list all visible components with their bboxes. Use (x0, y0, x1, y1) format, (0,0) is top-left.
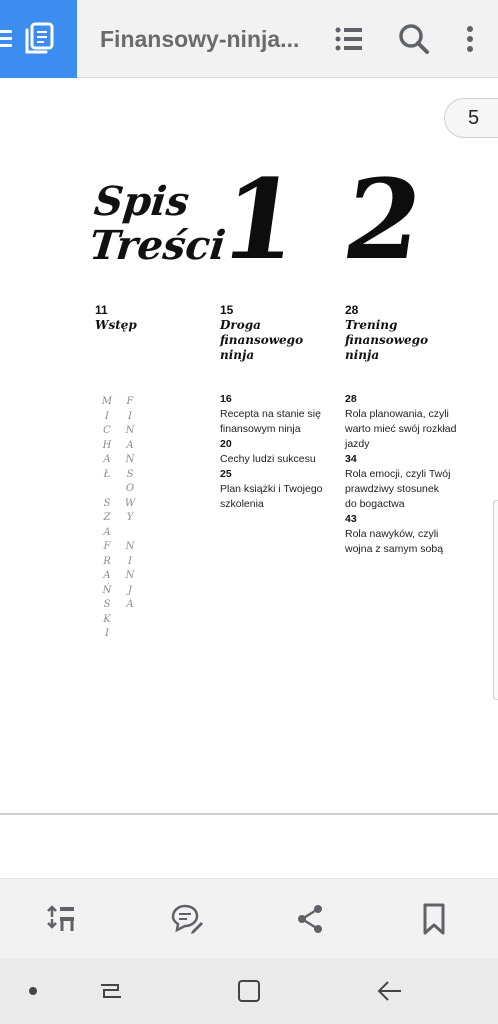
vertical-book-title (124, 395, 136, 613)
vertical-letter: J (127, 584, 132, 596)
entry-text: wojna z samym sobą (345, 543, 444, 555)
vertical-letter: N (125, 570, 135, 581)
drawer-menu-icon[interactable] (0, 30, 12, 51)
entry-text: prawdziwy stosunek (345, 483, 439, 495)
toc-heading: Spis Treści (87, 178, 228, 269)
share-icon[interactable] (292, 901, 328, 937)
entry-text: warto mieć swój rozkład (345, 423, 457, 435)
entry-text: jazdy (345, 438, 370, 450)
entry-text: szkolenia (220, 498, 264, 510)
entry-text: Rola nawyków, czyli (345, 528, 439, 540)
bookmark-icon[interactable] (416, 901, 452, 937)
section-page-number: 28 (345, 303, 359, 317)
entry-text: Cechy ludzi sukcesu (220, 453, 316, 465)
page-number-badge[interactable]: 5 (444, 98, 498, 138)
app-bar (0, 0, 498, 78)
back-icon[interactable] (374, 976, 404, 1006)
system-navigation-bar (0, 958, 498, 1024)
entry-page: 43 (345, 513, 357, 525)
toc-entries-part-two (345, 392, 456, 557)
vertical-letter: Ń (102, 584, 112, 596)
vertical-letter: Z (103, 512, 111, 523)
vertical-letter: A (103, 454, 111, 465)
vertical-letter: K (103, 613, 111, 625)
vertical-letter (124, 526, 136, 541)
vertical-letter: N (125, 425, 135, 436)
entry-text: Plan książki i Twojego (220, 483, 323, 495)
vertical-letter: I (128, 555, 132, 567)
section-page-number: 11 (95, 303, 108, 317)
section-title: Wstęp (95, 318, 137, 332)
vertical-letter: A (126, 439, 134, 451)
entry-text: Rola emocji, czyli Twój (345, 468, 451, 480)
part-two-number: 2 (336, 155, 431, 284)
list-icon[interactable] (332, 22, 366, 56)
entry-page: 20 (220, 438, 232, 450)
vertical-letter: N (125, 541, 135, 552)
bottom-action-bar (0, 878, 498, 958)
vertical-letter: S (103, 599, 111, 610)
section-title: Trening finansowego ninja (345, 318, 429, 362)
vertical-letter: A (103, 570, 111, 581)
vertical-letter: W (124, 497, 136, 509)
document-title: Finansowy-ninja... (100, 26, 300, 52)
vertical-letter: F (126, 396, 134, 407)
fast-scroll-handle[interactable] (493, 500, 498, 700)
entry-page: 25 (220, 468, 232, 480)
vertical-letter: Ł (103, 468, 111, 480)
vertical-letter: O (125, 483, 135, 494)
vertical-letter: S (103, 497, 111, 509)
recent-apps-icon[interactable] (96, 976, 126, 1006)
more-vert-icon[interactable] (453, 22, 487, 56)
entry-text: do bogactwa (345, 498, 405, 510)
vertical-letter: I (105, 628, 109, 639)
entry-text: Rola planowania, czyli (345, 408, 449, 420)
vertical-letter: C (103, 425, 111, 436)
entry-text: finansowym ninja (220, 423, 301, 435)
vertical-letter: M (101, 396, 113, 407)
part-one-number: 1 (213, 155, 308, 284)
reflow-icon[interactable] (44, 901, 80, 937)
vertical-letter: F (103, 541, 111, 552)
vertical-letter: A (103, 526, 111, 538)
home-icon[interactable] (234, 976, 264, 1006)
document-page[interactable] (0, 80, 498, 815)
dot-icon[interactable] (18, 976, 48, 1006)
search-icon[interactable] (397, 22, 431, 56)
vertical-letter: Y (126, 512, 134, 523)
entry-page: 16 (220, 393, 232, 405)
vertical-author-name (101, 395, 113, 642)
toc-entries-part-one (220, 392, 323, 512)
section-page-number: 15 (220, 303, 234, 317)
vertical-letter: A (126, 599, 134, 610)
vertical-letter: N (125, 454, 135, 465)
section-title: Droga finansowego ninja (220, 318, 304, 362)
vertical-letter: I (105, 410, 109, 422)
vertical-letter (101, 482, 113, 497)
document-icon (24, 22, 56, 56)
document-button[interactable] (0, 0, 77, 78)
comment-icon[interactable] (168, 901, 204, 937)
entry-page: 28 (345, 393, 357, 405)
vertical-letter: S (126, 468, 134, 480)
vertical-letter: I (128, 410, 132, 422)
entry-page: 34 (345, 453, 357, 465)
vertical-letter: H (102, 439, 112, 451)
entry-text: Recepta na stanie się (220, 408, 321, 420)
vertical-letter: R (103, 555, 111, 567)
